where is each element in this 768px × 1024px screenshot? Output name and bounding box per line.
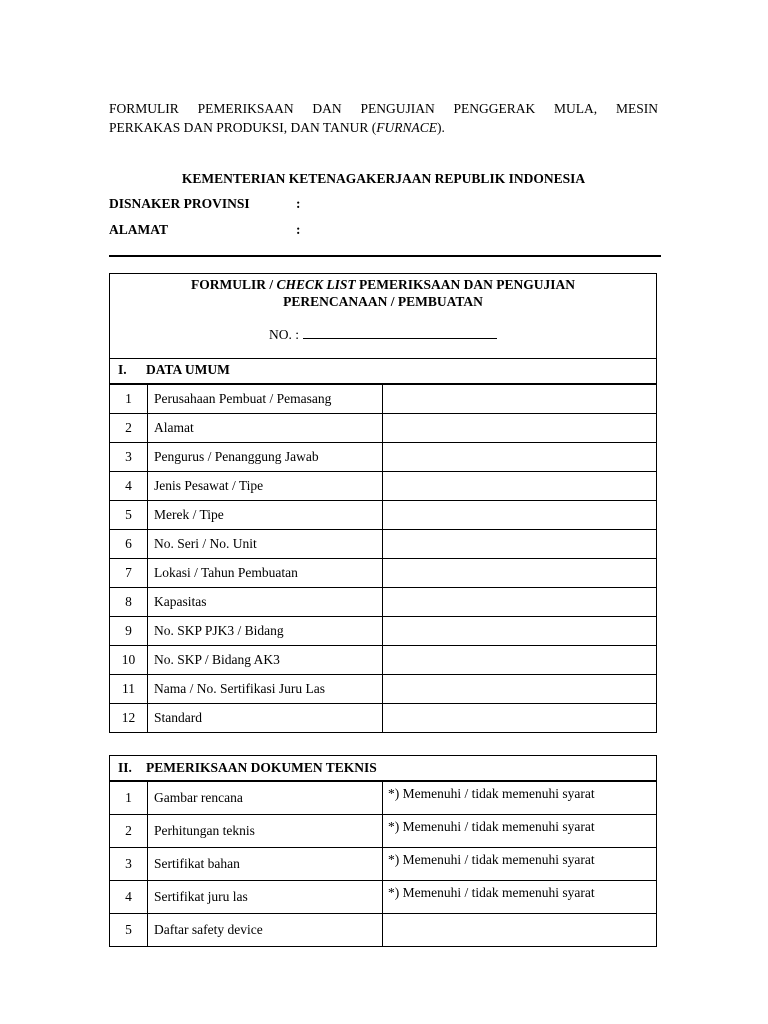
row-number: 2 [110, 815, 148, 848]
row-number: 4 [110, 881, 148, 914]
data-umum-row [110, 588, 657, 617]
row-label: Perhitungan teknis [148, 815, 383, 848]
row-number: 4 [110, 472, 148, 501]
data-umum-row [110, 501, 657, 530]
section-title [109, 358, 657, 384]
row-number: 2 [110, 414, 148, 443]
row-label: No. Seri / No. Unit [148, 530, 383, 559]
row-number: 5 [110, 501, 148, 530]
row-number: 3 [110, 443, 148, 472]
field-colon: : [296, 196, 301, 211]
row-label: Lokasi / Tahun Pembuatan [148, 559, 383, 588]
row-value-field[interactable] [383, 501, 657, 530]
dokumen-teknis-row [110, 848, 657, 881]
section-heading: PEMERIKSAAN DOKUMEN TEKNIS [146, 760, 377, 775]
form-number-field[interactable] [303, 326, 497, 339]
dokumen-teknis-row [110, 815, 657, 848]
row-number: 6 [110, 530, 148, 559]
row-label: No. SKP PJK3 / Bidang [148, 617, 383, 646]
row-label: Sertifikat bahan [148, 848, 383, 881]
dokumen-teknis-table [109, 781, 657, 947]
row-value-field[interactable]: *) Memenuhi / tidak memenuhi syarat [383, 782, 657, 815]
row-label: Nama / No. Sertifikasi Juru Las [148, 675, 383, 704]
form-number-label: NO. : [269, 327, 299, 342]
row-label: Merek / Tipe [148, 501, 383, 530]
row-value-field[interactable]: *) Memenuhi / tidak memenuhi syarat [383, 848, 657, 881]
row-number: 12 [110, 704, 148, 733]
header-divider [109, 255, 661, 257]
section-number: I. [118, 362, 127, 377]
row-label: Sertifikat juru las [148, 881, 383, 914]
row-number: 7 [110, 559, 148, 588]
data-umum-row [110, 443, 657, 472]
field-colon: : [296, 222, 301, 237]
row-value-field[interactable] [383, 443, 657, 472]
row-label: Pengurus / Penanggung Jawab [148, 443, 383, 472]
row-value-field[interactable] [383, 588, 657, 617]
row-value-field[interactable] [383, 414, 657, 443]
row-number: 8 [110, 588, 148, 617]
row-value-field[interactable] [383, 530, 657, 559]
dokumen-teknis-row [110, 881, 657, 914]
data-umum-row [110, 385, 657, 414]
form-number [110, 326, 656, 343]
data-umum-row [110, 704, 657, 733]
row-number: 3 [110, 848, 148, 881]
row-value-field[interactable] [383, 646, 657, 675]
row-value-field[interactable] [383, 472, 657, 501]
dokumen-teknis-row [110, 914, 657, 947]
data-umum-row [110, 414, 657, 443]
row-label: Jenis Pesawat / Tipe [148, 472, 383, 501]
data-umum-row [110, 472, 657, 501]
intro-line-1: FORMULIR PEMERIKSAAN DAN PENGUJIAN PENGGERAK MULA, MESIN [109, 101, 658, 116]
section-title [109, 755, 657, 781]
row-value-field[interactable] [383, 914, 657, 947]
row-label: Perusahaan Pembuat / Pemasang [148, 385, 383, 414]
row-label: Alamat [148, 414, 383, 443]
data-umum-row [110, 675, 657, 704]
intro-line-2: PERKAKAS DAN PRODUKSI, DAN TANUR (FURNACE). [109, 120, 445, 135]
section-number: II. [118, 760, 132, 775]
row-value-field[interactable] [383, 704, 657, 733]
section-data-umum [109, 358, 657, 733]
field-disnaker-provinsi [109, 196, 409, 212]
row-number: 1 [110, 385, 148, 414]
section-dokumen-teknis [109, 755, 657, 947]
row-value-field[interactable] [383, 559, 657, 588]
document-intro [109, 99, 658, 137]
row-label: Daftar safety device [148, 914, 383, 947]
row-number: 9 [110, 617, 148, 646]
row-value-field[interactable] [383, 675, 657, 704]
form-title: FORMULIR / CHECK LIST PEMERIKSAAN DAN PENGUJIAN PERENCANAAN / PEMBUATAN [190, 277, 576, 309]
data-umum-row [110, 646, 657, 675]
row-label: Standard [148, 704, 383, 733]
section-heading: DATA UMUM [146, 362, 230, 377]
row-number: 1 [110, 782, 148, 815]
row-number: 5 [110, 914, 148, 947]
row-label: Gambar rencana [148, 782, 383, 815]
row-label: No. SKP / Bidang AK3 [148, 646, 383, 675]
field-label: DISNAKER PROVINSI [109, 196, 250, 211]
row-value-field[interactable] [383, 617, 657, 646]
field-label: ALAMAT [109, 222, 168, 237]
data-umum-row [110, 530, 657, 559]
dokumen-teknis-row [110, 782, 657, 815]
row-value-field[interactable] [383, 385, 657, 414]
data-umum-table [109, 384, 657, 733]
row-number: 10 [110, 646, 148, 675]
data-umum-row [110, 559, 657, 588]
data-umum-row [110, 617, 657, 646]
row-value-field[interactable]: *) Memenuhi / tidak memenuhi syarat [383, 881, 657, 914]
field-alamat [109, 222, 409, 238]
row-label: Kapasitas [148, 588, 383, 617]
row-value-field[interactable]: *) Memenuhi / tidak memenuhi syarat [383, 815, 657, 848]
ministry-title: KEMENTERIAN KETENAGAKERJAAN REPUBLIK INDONESIA [181, 171, 586, 186]
form-title-box [109, 273, 657, 359]
row-number: 11 [110, 675, 148, 704]
